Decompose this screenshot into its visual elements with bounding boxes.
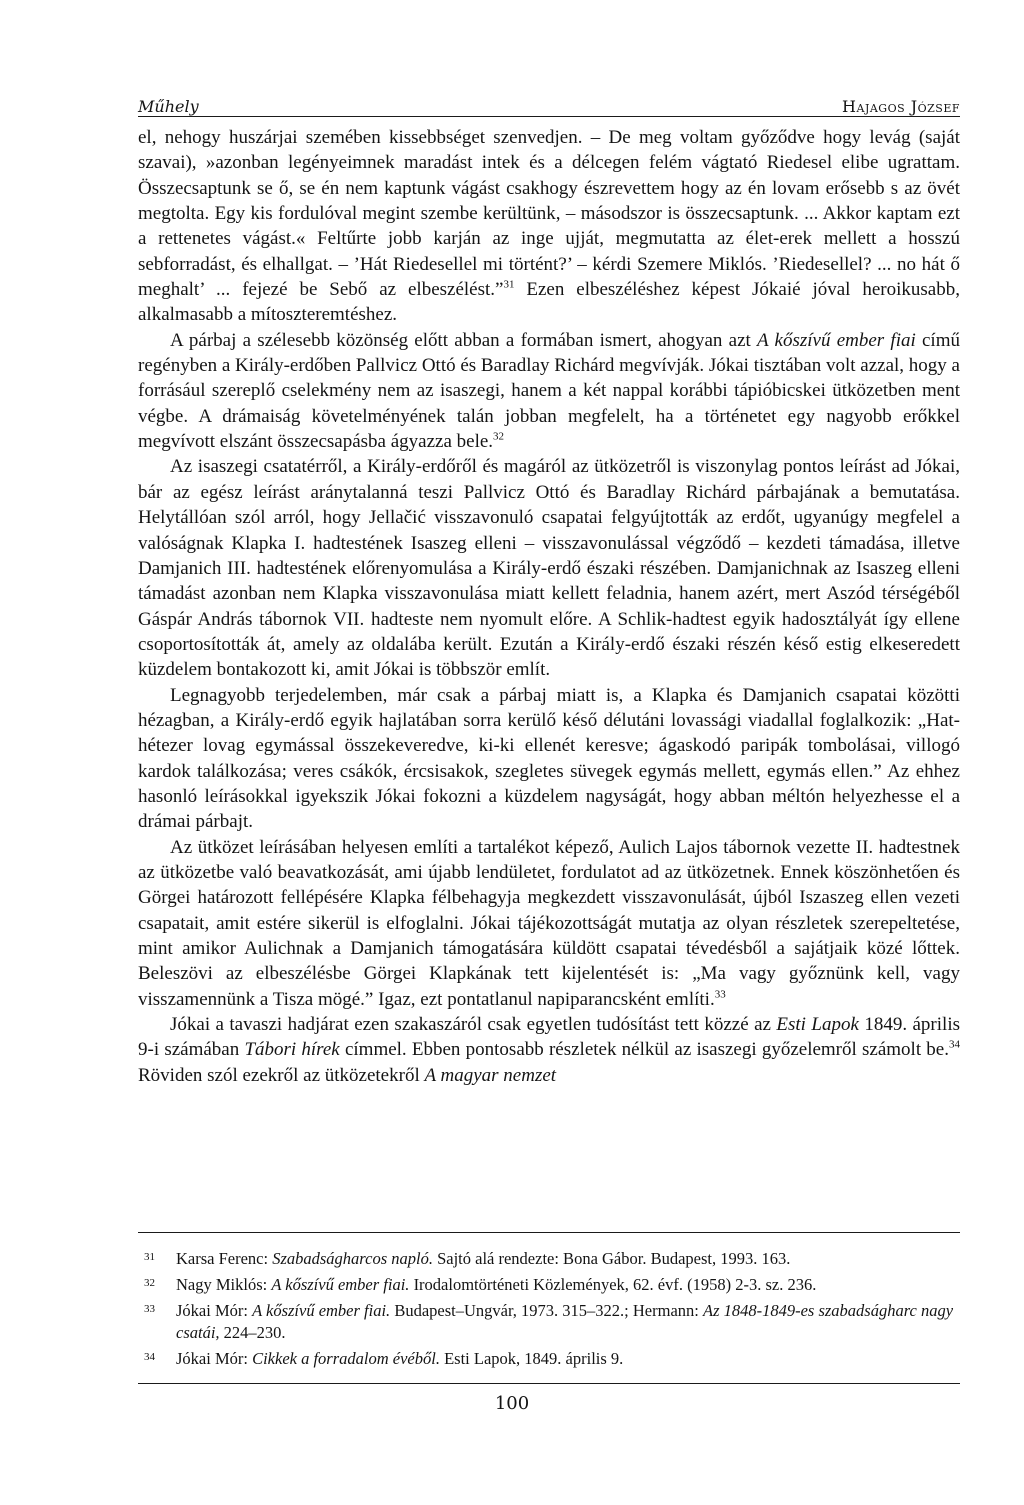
footnote-number: 33: [144, 1303, 155, 1315]
italic-title: Tábori hírek: [244, 1039, 340, 1061]
footnote-text: [176, 1301, 953, 1342]
italic-title: Cikkek a forradalom évéből.: [252, 1349, 440, 1368]
footnote: [138, 1348, 960, 1370]
paragraph: [138, 1012, 960, 1088]
text-run: A párbaj a szélesebb közönség előtt abban a formában ismert, ahogyan azt: [170, 329, 758, 351]
text-run: Sajtó alá rendezte: Bona Gábor. Budapest, 1993. 163.: [432, 1249, 791, 1268]
text-run: Röviden szól ezekről az ütközetekről: [138, 1064, 425, 1086]
page-number: 100: [494, 1393, 530, 1414]
text-run: címmel. Ebben pontosabb részletek nélkül az isaszegi győzelemről számolt be.: [339, 1039, 949, 1061]
italic-title: Szabadságharcos napló.: [272, 1249, 433, 1268]
footnote-number: 32: [144, 1277, 155, 1289]
text-run: Ezen elbeszéléshez képest Jókaié jóval heroikusabb, alkalmasabb a mítoszteremtéshez.: [138, 279, 960, 326]
footnote-ref: 31: [503, 278, 515, 291]
footnote-text: [176, 1249, 790, 1268]
paragraph: [138, 125, 960, 328]
text-run: Az isaszegi csatatérről, a Király-erdőről és magáról az ütközetről is viszonylag pontos leírást ad Jókai, bár az egész leírást aránytalanná teszi Pallvicz Ottó és Baradlay Richárd párbajának a bemutatása. Helytállóan szól arról, hogy Jellačić visszavonuló csapatai felgyújtották az erdőt, ugyanúgy megfelel a valóságnak Klapka I. hadtestének Isaszeg elleni – visszavonulással végződő – kezdeti támadása, illetve Damjanich III. hadtestének előrenyomulása a Király-erdő északi részében. Damjanichnak az Isaszeg elleni támadást azonban nem Klapka visszavonulása miatt kellett feladnia, hanem azért, mert Aszód térségéből Gáspár András tábornok VII. hadteste nem nyomult előre. A Schlik-hadtest egyik hadosztályát így ellene csoportosították át, amely az oldalába került. Ezután a Király-erdő északi részén késő estig elkeseredett küzdelem bontakozott ki, amit Jókai is többször említ.: [138, 456, 960, 681]
footnote-ref: 34: [949, 1039, 960, 1052]
footnote-text: [176, 1275, 816, 1294]
footnote-ref: 33: [714, 988, 726, 1001]
footnotes: [138, 1248, 960, 1374]
paragraph: [138, 454, 960, 682]
text-run: 224–230.: [219, 1323, 286, 1342]
footnote-text: [176, 1349, 623, 1368]
text-run: Karsa Ferenc:: [176, 1249, 273, 1268]
text-run: Nagy Miklós:: [176, 1275, 272, 1294]
footnote: [138, 1274, 960, 1296]
text-run: Irodalomtörténeti Közlemények, 62. évf. (1958) 2-3. sz. 236.: [409, 1275, 817, 1294]
paragraph: [138, 683, 960, 835]
footnote: [138, 1248, 960, 1270]
paragraph: [138, 328, 960, 455]
italic-title: A kőszívű ember fiai: [757, 329, 916, 351]
footnote-number: 31: [144, 1251, 155, 1263]
text-run: Esti Lapok, 1849. április 9.: [439, 1349, 624, 1368]
text-run: Jókai Mór:: [176, 1301, 253, 1320]
footnote-number: 34: [144, 1351, 155, 1363]
header-author: Hajagos József: [842, 97, 960, 116]
footnote-separator-top: [138, 1232, 960, 1233]
text-run: 1849. április 9-i számában: [138, 1014, 960, 1061]
italic-title: A magyar nemzet: [424, 1064, 557, 1086]
page: [138, 86, 960, 1088]
text-run: Jókai a tavaszi hadjárat ezen szakaszáról csak egyetlen tudósítást tett közzé az: [170, 1014, 777, 1036]
text-run: el, nehogy huszárjai szemében kissebbséget szenvedjen. – De meg voltam győződve hogy levág (saját szavai), »azonban legényeimnek maradást intek és a délcegen felém vágtató Riedesel elibe ugrattam. Összecsaptunk se ő, se én nem kaptunk vágást csakhogy észrevettem hogy az én lovam erősebb s az övét megtolta. Egy kis fordulóval megint szembe kerültünk, – másodszor is összecsaptunk. ... Akkor kaptam ezt a rettenetes vágást.« Feltűrte jobb karján az inge ujját, megmutatta az élet-erek mellett a hosszú sebforradást, és elhallgat. – ’Hát Riedesellel mi történt?’ – kérdi Szemere Miklós. ’Riedesellel? ... no hát ő meghalt’ ... fejezé be Sebő az elbeszélést.”: [138, 127, 960, 301]
text-run: Az ütközet leírásában helyesen említi a tartalékot képező, Aulich Lajos tábornok vezette II. hadtestnek az ütközetbe való beavatkozását, ami újabb lendületet, fordulatot ad az ütközetnek. Ennek köszönhetően és Görgei határozott fellépésére Klapka félbehagyja megkezdett visszavonulását, újból Iszaszeg ellen vezeti csapatait, amit estére sikerül is elfoglalni. Jókai tájékozottságát mutatja az olyan részletek szerepeltetése, mint amikor Aulichnak a Damjanich támogatására küldött csapatai tévedésből a sajátjaik közé lőttek. Beleszövi az elbeszélésbe Görgei Klapkának tett kijelentését is: „Ma vagy győznünk kell, vagy visszamennünk a Tisza mögé.” Igaz, ezt pontatlanul napiparancsként említi.: [138, 836, 960, 1010]
italic-title: Az 1848-1849-es szabadságharc nagy csatái,: [176, 1301, 954, 1342]
running-header: [138, 86, 960, 117]
text-run: Legnagyobb terjedelemben, már csak a párbaj miatt is, a Klapka és Damjanich csapatai közötti hézagban, a Király-erdő egyik hajlatában sorra kerülő késő délutáni lovassági viadallal foglalkozik: „Hat-hétezer lovag egymással összekeveredve, ki-ki ellenét keresve; ágaskodó paripák tombolásai, villogó kardok találkozása; veres csákók, ércsisakok, szegletes süvegek egymás mellett, egymás ellen.” Az ehhez hasonló leírásokkal igyekszik Jókai fokozni a küzdelem nagyságát, hogy abban méltón helyezhesse el a drámai párbajt.: [138, 684, 960, 833]
footnote: [138, 1300, 960, 1344]
text-run: Budapest–Ungvár, 1973. 315–322.; Hermann:: [390, 1301, 703, 1320]
footnote-ref: 32: [493, 430, 505, 443]
text-run: Jókai Mór:: [176, 1349, 253, 1368]
header-section-title: Műhely: [138, 97, 199, 116]
italic-title: A kőszívű ember fiai.: [252, 1301, 391, 1320]
paragraph: [138, 835, 960, 1012]
italic-title: A kőszívű ember fiai.: [271, 1275, 410, 1294]
text-run: című regényben a Király-erdőben Pallvicz Ottó és Baradlay Richárd megvívják. Jókai tisztában volt azzal, hogy a forrásául szereplő cselekmény nem az isaszegi, hanem a két nappal korábbi tápióbicskei ütközetben ment végbe. A drámaiság követelményének talán jobban megfelelt, ha a történetet egy nagyobb erőkkel megvívott elszánt összecsapásba ágyazza bele.: [138, 329, 960, 453]
italic-title: Esti Lapok: [776, 1014, 859, 1036]
footnote-separator-bottom: [138, 1383, 960, 1384]
body-text: [138, 125, 960, 1088]
